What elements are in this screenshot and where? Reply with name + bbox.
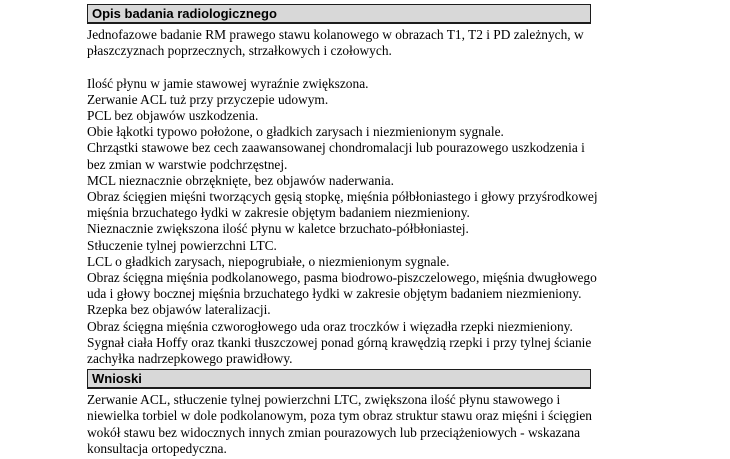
report-paragraph: Rzepka bez objawów lateralizacji. — [87, 302, 271, 318]
section-heading-opis-badania: Opis badania radiologicznego — [87, 4, 591, 24]
section-heading-wnioski: Wnioski — [87, 369, 591, 389]
report-paragraph: Stłuczenie tylnej powierzchni LTC. — [87, 237, 277, 253]
report-paragraph: Nieznacznie zwiększona ilość płynu w kaletce brzuchato-półbłoniastej. — [87, 221, 469, 237]
report-paragraph: Obraz ścięgien mięśni tworzących gęsią stopkę, mięśnia półbłoniastego i głowy przyśrodkowej mięśnia brzuchatego łydki w zakresie objętym badaniem niezmieniony. — [87, 189, 598, 221]
report-paragraph: Obie łąkotki typowo położone, o gładkich zarysach i niezmienionym sygnale. — [87, 124, 504, 140]
section-body-wnioski — [87, 389, 604, 459]
report-paragraph: Obraz ścięgna mięśnia podkolanowego, pasma biodrowo-piszczelowego, mięśnia dwugłowego uda i głowy bocznej mięśnia brzuchatego łydki w zakresie objętym badaniem niezmieniony. — [87, 270, 597, 302]
report-paragraph: Ilość płynu w jamie stawowej wyraźnie zwiększona. — [87, 75, 369, 91]
report-paragraph: LCL o gładkich zarysach, niepogrubiałe, o niezmienionym sygnale. — [87, 253, 450, 269]
blank-line — [87, 59, 604, 75]
report-paragraph: Zerwanie ACL tuż przy przyczepie udowym. — [87, 91, 329, 107]
report-paragraph: PCL bez objawów uszkodzenia. — [87, 108, 259, 123]
report-paragraph: MCL nieznacznie obrzęknięte, bez objawów naderwania. — [87, 172, 394, 188]
report-paragraph: Zerwanie ACL, stłuczenie tylnej powierzchni LTC, zwiększona ilość płynu stawowego i niewielka torbiel w dole podkolanowym, poza tym obraz struktur stawu oraz mięśni i ścięgien wokół stawu bez widocznych innych zmian pourazowych lub przeciążeniowych - wskazana konsultacja ortopedyczna. — [87, 392, 592, 456]
section-body-opis-badania — [87, 24, 604, 369]
report-paragraph: Jednofazowe badanie RM prawego stawu kolanowego w obrazach T1, T2 i PD zależnych, w płaszczyznach poprzecznych, strzałkowych i czołowych. — [87, 27, 584, 59]
report-document — [87, 4, 604, 459]
report-paragraph: Sygnał ciała Hoffy oraz tkanki tłuszczowej ponad górną krawędzią rzepki i przy tylnej ścianie zachyłka nadrzepkowego prawidłowy. — [87, 334, 592, 367]
report-paragraph: Chrząstki stawowe bez cech zaawansowanej chondromalacji lub pourazowego uszkodzenia i bez zmian w warstwie podchrzęstnej. — [87, 140, 585, 172]
report-paragraph: Obraz ścięgna mięśnia czworogłowego uda oraz troczków i więzadła rzepki niezmieniony. — [87, 318, 573, 334]
